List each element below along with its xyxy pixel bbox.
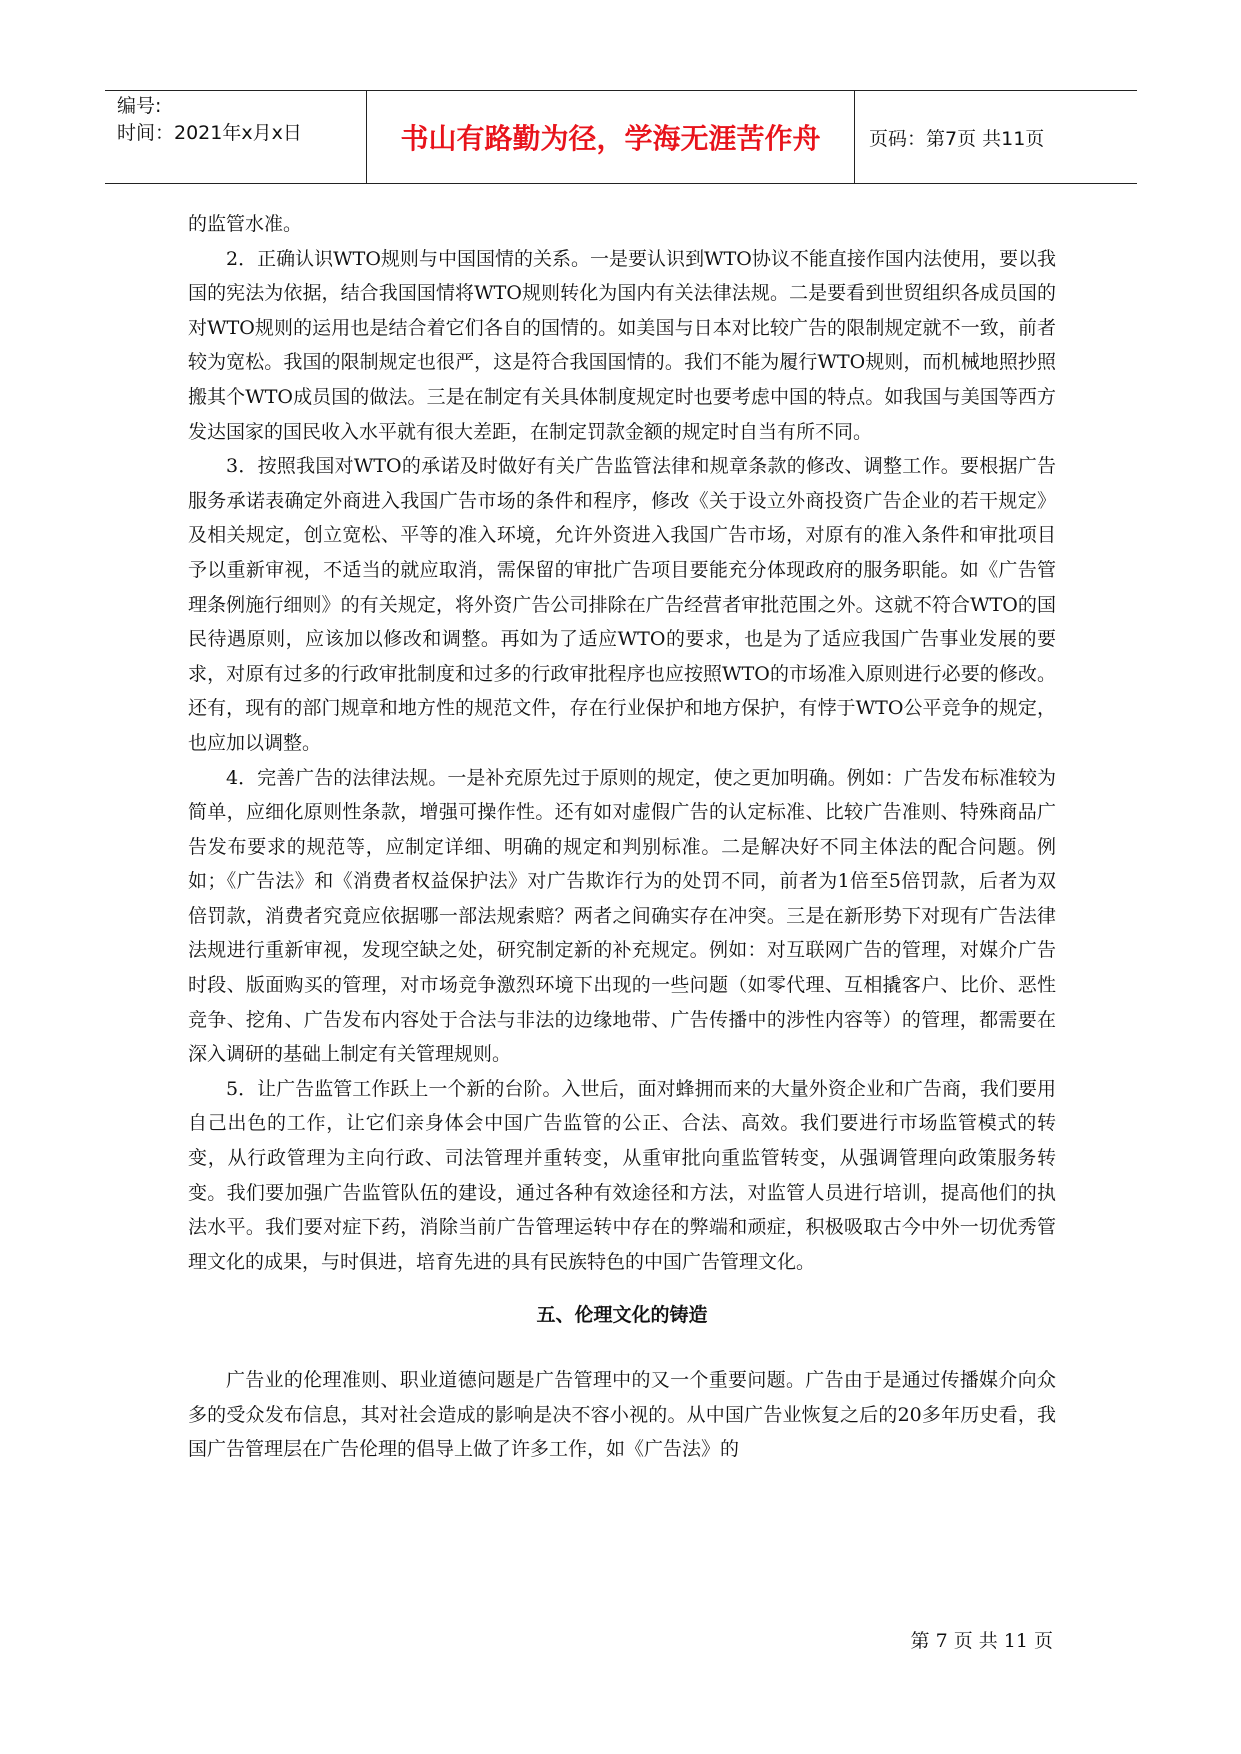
document-time-label: 时间：2021年x月x日 <box>117 122 302 144</box>
document-number-label: 编号: <box>117 95 162 117</box>
header-motto: 书山有路勤为径，学海无涯苦作舟 <box>367 91 855 183</box>
header-page-number: 页码：第7页 共11页 <box>869 127 1045 150</box>
page-header <box>105 90 1137 184</box>
paragraph: 4．完善广告的法律法规。一是补充原先过于原则的规定，使之更加明确。例如：广告发布标准较为简单，应细化原则性条款，增强可操作性。还有如对虚假广告的认定标准、比较广告准则、特殊商品广告发布要求的规范等，应制定详细、明确的规定和判别标准。二是解决好不同主体法的配合问题。例如；《广告法》和《消费者权益保护法》对广告欺诈行为的处罚不同，前者为1倍至5倍罚款，后者为双倍罚款，消费者究竟应依据哪一部法规索赔？两者之间确实存在冲突。三是在新形势下对现有广告法律法规进行重新审视，发现空缺之处，研究制定新的补充规定。例如：对互联网广告的管理，对媒介广告时段、版面购买的管理，对市场竞争激烈环境下出现的一些问题（如零代理、互相撬客户、比价、恶性竞争、挖角、广告发布内容处于合法与非法的边缘地带、广告传播中的涉性内容等）的管理，都需要在深入调研的基础上制定有关管理规则。 <box>188 766 1056 1066</box>
paragraph: 广告业的伦理准则、职业道德问题是广告管理中的又一个重要问题。广告由于是通过传播媒介向众多的受众发布信息，其对社会造成的影响是决不容小视的。从中国广告业恢复之后的20多年历史看，我国广告管理层在广告伦理的倡导上做了许多工作，如《广告法》的 <box>188 1369 1056 1461</box>
section-title: 五、伦理文化的铸造 <box>536 1304 708 1327</box>
page-footer: 第 7 页 共 11 页 <box>910 1630 1053 1652</box>
header-meta <box>105 91 367 183</box>
document-body <box>188 207 1056 1467</box>
paragraph: 的监管水准。 <box>188 213 303 235</box>
paragraph: 2．正确认识WTO规则与中国国情的关系。一是要认识到WTO协议不能直接作国内法使用，要以我国的宪法为依据，结合我国国情将WTO规则转化为国内有关法律法规。二是要看到世贸组织各成员国的对WTO规则的运用也是结合着它们各自的国情的。如美国与日本对比较广告的限制规定就不一致，前者较为宽松。我国的限制规定也很严，这是符合我国国情的。我们不能为履行WTO规则，而机械地照抄照搬其个WTO成员国的做法。三是在制定有关具体制度规定时也要考虑中国的特点。如我国与美国等西方发达国家的国民收入水平就有很大差距，在制定罚款金额的规定时自当有所不同。 <box>188 247 1056 443</box>
paragraph: 3．按照我国对WTO的承诺及时做好有关广告监管法律和规章条款的修改、调整工作。要根据广告服务承诺表确定外商进入我国广告市场的条件和程序，修改《关于设立外商投资广告企业的若干规定》及相关规定，创立宽松、平等的准入环境，允许外资进入我国广告市场，对原有的准入条件和审批项目予以重新审视，不适当的就应取消，需保留的审批广告项目要能充分体现政府的服务职能。如《广告管理条例施行细则》的有关规定，将外资广告公司排除在广告经营者审批范围之外。这就不符合WTO的国民待遇原则，应该加以修改和调整。再如为了适应WTO的要求，也是为了适应我国广告事业发展的要求，对原有过多的行政审批制度和过多的行政审批程序也应按照WTO的市场准入原则进行必要的修改。还有，现有的部门规章和地方性的规范文件，存在行业保护和地方保护，有悖于WTO公平竞争的规定，也应加以调整。 <box>188 455 1056 754</box>
paragraph: 5．让广告监管工作跃上一个新的台阶。入世后，面对蜂拥而来的大量外资企业和广告商，我们要用自己出色的工作，让它们亲身体会中国广告监管的公正、合法、高效。我们要进行市场监管模式的转变，从行政管理为主向行政、司法管理并重转变，从重审批向重监管转变，从强调管理向政策服务转变。我们要加强广告监管队伍的建设，通过各种有效途径和方法，对监管人员进行培训，提高他们的执法水平。我们要对症下药，消除当前广告管理运转中存在的弊端和顽症，积极吸取古今中外一切优秀管理文化的成果，与时俱进，培育先进的具有民族特色的中国广告管理文化。 <box>188 1077 1056 1273</box>
